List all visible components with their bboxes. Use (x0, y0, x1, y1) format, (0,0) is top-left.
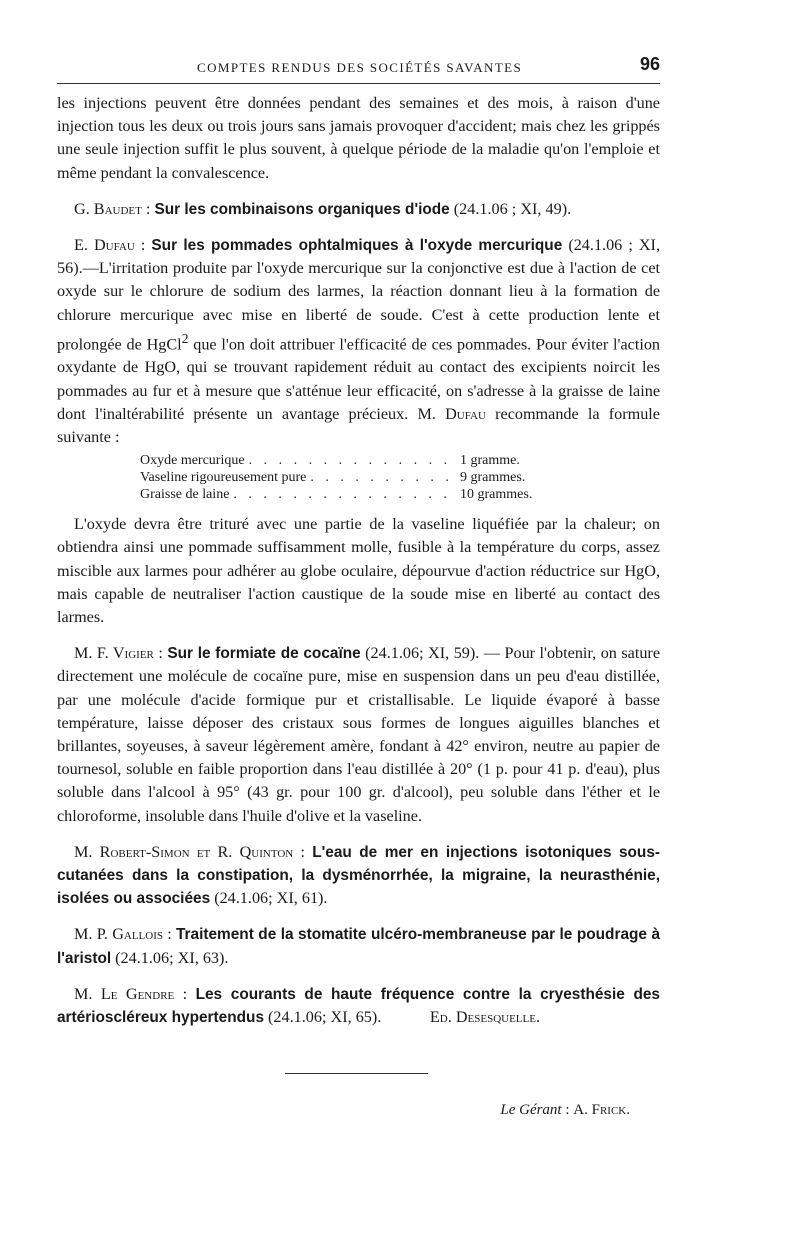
entry-baudet (57, 198, 660, 221)
ingredient-quantity: 9 grammes. (460, 470, 526, 486)
entry-text-continued: que l'on doit attribuer l'efficacité de ces pommades. Pour éviter l'action oxydante de HgO, qui se trouvant rapidement réduit au contact des excipients noircit les pommades au fur et à mesure que s'atténue leur efficacité, on s'adresse à la graisse de laine dont l'inaltérabilité présente un avantage précieux. M. (57, 335, 661, 423)
page-body (57, 92, 660, 1029)
entry-le-gendre (57, 983, 660, 1029)
closing-rule (285, 1073, 428, 1074)
entry-reference: (24.1.06; XI, 63). (111, 948, 229, 967)
paragraph-dufau-preparation: L'oxyde devra être trituré avec une partie de la vaseline liquéfiée par la chaleur; on obtiendra ainsi une pommade suffisamment molle, fusible à la température du corps, assez miscible aux larmes pour adhérer au globe oculaire, dépourvue d'action réductrice sur HgO, mais capable de neutraliser l'action caustique de la soude mise en liberté au contact des larmes. (57, 515, 660, 627)
entry-dufau (57, 234, 660, 449)
entry-vigier (57, 642, 660, 828)
entry-separator: : (141, 199, 155, 218)
running-header (57, 50, 660, 84)
entry-author: E. Dufau (74, 236, 135, 255)
entry-reference: (24.1.06 ; XI, 56). (57, 236, 660, 278)
ingredient-name: Graisse de laine (140, 487, 230, 503)
reviewer-signature: Ed. Desesquelle. (429, 1008, 541, 1027)
entry-gallois (57, 923, 660, 969)
entry-reference: (24.1.06; XI, 61). (210, 889, 328, 908)
entry-author: G. Baudet (74, 199, 142, 218)
entry-author-mention: Dufau (445, 404, 486, 423)
entry-title: Traitement de la stomatite ulcéro-membraneuse par le poudrage à l'aristol (57, 926, 660, 967)
entry-title: Sur les combinaisons organiques d'iode (154, 200, 450, 218)
superscript: 2 (181, 330, 189, 346)
entry-title: Sur le formiate de cocaïne (167, 645, 361, 663)
entry-text: — Pour l'obtenir, on sature directement une molécule de cocaïne pure, mise en suspension dans un peu d'eau distillée, par une molécule d'acide formique pur et cristallisable. Le liquide évaporé à basse température, laisse déposer des cristaux sous formes de longues aiguilles blanches et brillantes, soyeuses, à saveur légèrement amère, fondant à 42° environ, neutre au papier de tournesol, soluble en faible proportion dans l'eau distillée à 20° (1 p. pour 41 p. d'eau), plus soluble dans l'alcool à 95° (43 gr. pour 100 gr. d'alcool), peu soluble dans l'éther et le chloroforme, insoluble dans l'huile d'olive et la vaseline. (57, 644, 661, 825)
leader-dots (229, 486, 454, 503)
header-rule (57, 83, 660, 84)
entry-text: —L'irritation produite par l'oxyde mercurique sur la conjonctive est due à l'action de cet oxyde sur le chlorure de sodium des larmes, la réaction donnant lieu à la formation de chlorure mercurique avec mise en liberté de soude. C'est à cette production lente et prolongée de HgCl (57, 259, 660, 354)
entry-author: M. Robert-Simon et R. Quinton (74, 842, 294, 861)
entry-robert-simon-quinton (57, 841, 660, 911)
paragraph-continuation: les injections peuvent être données pendant des semaines et des mois, à raison d'une injection tous les deux ou trois jours sans jamais provoquer d'accident; mais chez les grippés une seule injection suffit le plus souvent, à quelque période de la maladie qu'on l'emploie et même pendant la convalescence. (57, 94, 660, 182)
page-number: 96 (639, 54, 660, 74)
leader-dots (306, 469, 454, 486)
entry-separator: : (163, 925, 176, 944)
entry-separator: : (134, 236, 152, 255)
entry-reference: (24.1.06; XI, 65). (264, 1008, 382, 1027)
formula-table (140, 452, 580, 503)
entry-author: M. F. Vigier (74, 644, 154, 663)
formula-row (140, 486, 580, 503)
leader-dots (245, 452, 454, 469)
ingredient-name: Oxyde mercurique (140, 453, 245, 469)
formula-row (140, 469, 580, 486)
entry-title: Les courants de haute fréquence contre la cryesthésie des artérioscléreux hypertendus (57, 985, 660, 1027)
entry-text-end: recommande la formule suivante : (57, 404, 660, 447)
entry-reference: (24.1.06 ; XI, 49). (449, 199, 572, 218)
ingredient-name: Vaseline rigoureusement pure (140, 470, 307, 486)
gerant-separator: : (561, 1102, 574, 1118)
entry-separator: : (293, 842, 313, 861)
ingredient-quantity: 10 grammes. (460, 487, 533, 503)
gerant-label: Le Gérant (500, 1102, 562, 1118)
ingredient-quantity: 1 gramme. (460, 453, 520, 469)
entry-separator: : (174, 984, 196, 1003)
entry-title: L'eau de mer en injections isotoniques sous-cutanées dans la constipation, la dysménorrhée, la migraine, la neurasthénie, isolées ou associées (57, 843, 661, 908)
publisher-line (500, 1102, 630, 1119)
entry-reference: (24.1.06; XI, 59). (360, 644, 480, 663)
entry-title: Sur les pommades ophtalmiques à l'oxyde mercurique (151, 237, 563, 255)
entry-author: M. P. Gallois (74, 925, 163, 944)
entry-separator: : (153, 644, 168, 663)
formula-row (140, 452, 580, 469)
running-title: COMPTES RENDUS DES SOCIÉTÉS SAVANTES (197, 60, 523, 75)
entry-author: M. Le Gendre (74, 984, 175, 1003)
gerant-name: A. Frick. (573, 1102, 630, 1118)
